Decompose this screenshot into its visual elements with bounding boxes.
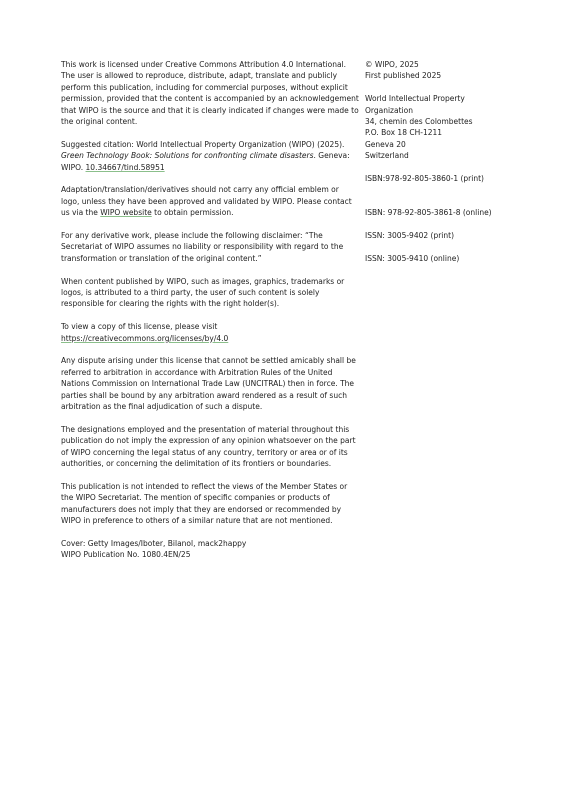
issn-online: ISSN: 3005-9410 (online) [365,253,460,263]
copyright-line: © WIPO, 2025 [365,60,419,69]
credits [61,538,359,561]
suggested-citation [61,139,359,173]
license-column [61,59,359,572]
address-line1: 34, chemin des Colombettes [365,117,473,127]
citation-prefix: Suggested citation: World Intellectual Property Organization (WIPO) (2025). [61,139,345,149]
org-name-line2: Organization [365,105,413,115]
country: Switzerland [365,151,409,161]
first-published: First published 2025 [365,71,442,81]
license-paragraph: This work is licensed under Creative Commons Attribution 4.0 International. The user is allowed to reproduce, distribute, adapt, translate and publicly perform this publication, including for commercial purposes, without explicit permission, provided that the content is accompanied by an acknowledgement that WIPO is the source and that it is clearly indicated if changes were made to the original content. [61,60,359,127]
publication-number: WIPO Publication No. 1080.4EN/25 [61,550,191,560]
wipo-website-link[interactable]: WIPO website [100,208,152,218]
license-copy-paragraph [61,321,359,344]
isbn-online: ISBN: 978-92-805-3861-8 (online) [365,208,492,218]
citation-title: Green Technology Book: Solutions for confronting climate disasters [61,151,314,161]
creative-commons-link[interactable]: https://creativecommons.org/licenses/by/4.0 [61,333,229,343]
adaptation-suffix: to obtain permission. [151,208,234,218]
issn-print: ISSN: 3005-9402 (print) [365,231,454,241]
address-line2: P.O. Box 18 CH-1211 [365,128,443,138]
imprint-column [365,59,555,264]
designations-paragraph: The designations employed and the presentation of material throughout this publication do not imply the expression of any opinion whatsoever on the part of WIPO concerning the legal status of any country, territory or area or of its authorities, or concerning the delimitation of its frontiers or boundaries. [61,424,356,469]
cover-credit: Cover: Getty Images/Iboter, Bilanol, mack2happy [61,538,247,548]
disclaimer-paragraph: For any derivative work, please include the following disclaimer: “The Secretariat of WIPO assumes no liability or responsibility with regard to the transformation or translation of the original content.” [61,231,344,263]
citation-suffix: . Geneva: WIPO. [61,151,350,172]
adaptation-paragraph [61,184,359,218]
isbn-print: ISBN:978-92-805-3860-1 (print) [365,174,484,184]
org-name-line1: World Intellectual Property [365,94,465,104]
license-copy-prefix: To view a copy of this license, please visit [61,322,218,332]
adaptation-prefix: Adaptation/translation/derivatives should not carry any official emblem or logo, unless they have been approved and validated by WIPO. Please contact us via the [61,185,352,218]
third-party-paragraph: When content published by WIPO, such as images, graphics, trademarks or logos, is attributed to a third party, the user of such content is solely responsible for clearing the rights with the right holder(s). [61,276,345,309]
city: Geneva 20 [365,139,406,149]
doi-link[interactable]: 10.34667/tind.58951 [85,162,165,172]
dispute-paragraph: Any dispute arising under this license that cannot be settled amicably shall be referred to arbitration in accordance with Arbitration Rules of the United Nations Commission on International Trade Law (UNCITRAL) then in force. The parties shall be bound by any arbitration award rendered as a result of such arbitration as the final adjudication of such a dispute. [61,356,356,412]
views-paragraph: This publication is not intended to reflect the views of the Member States or the WIPO Secretariat. The mention of specific companies or products of manufacturers does not imply that they are endorsed or recommended by WIPO in preference to others of a similar nature that are not mentioned. [61,481,348,526]
